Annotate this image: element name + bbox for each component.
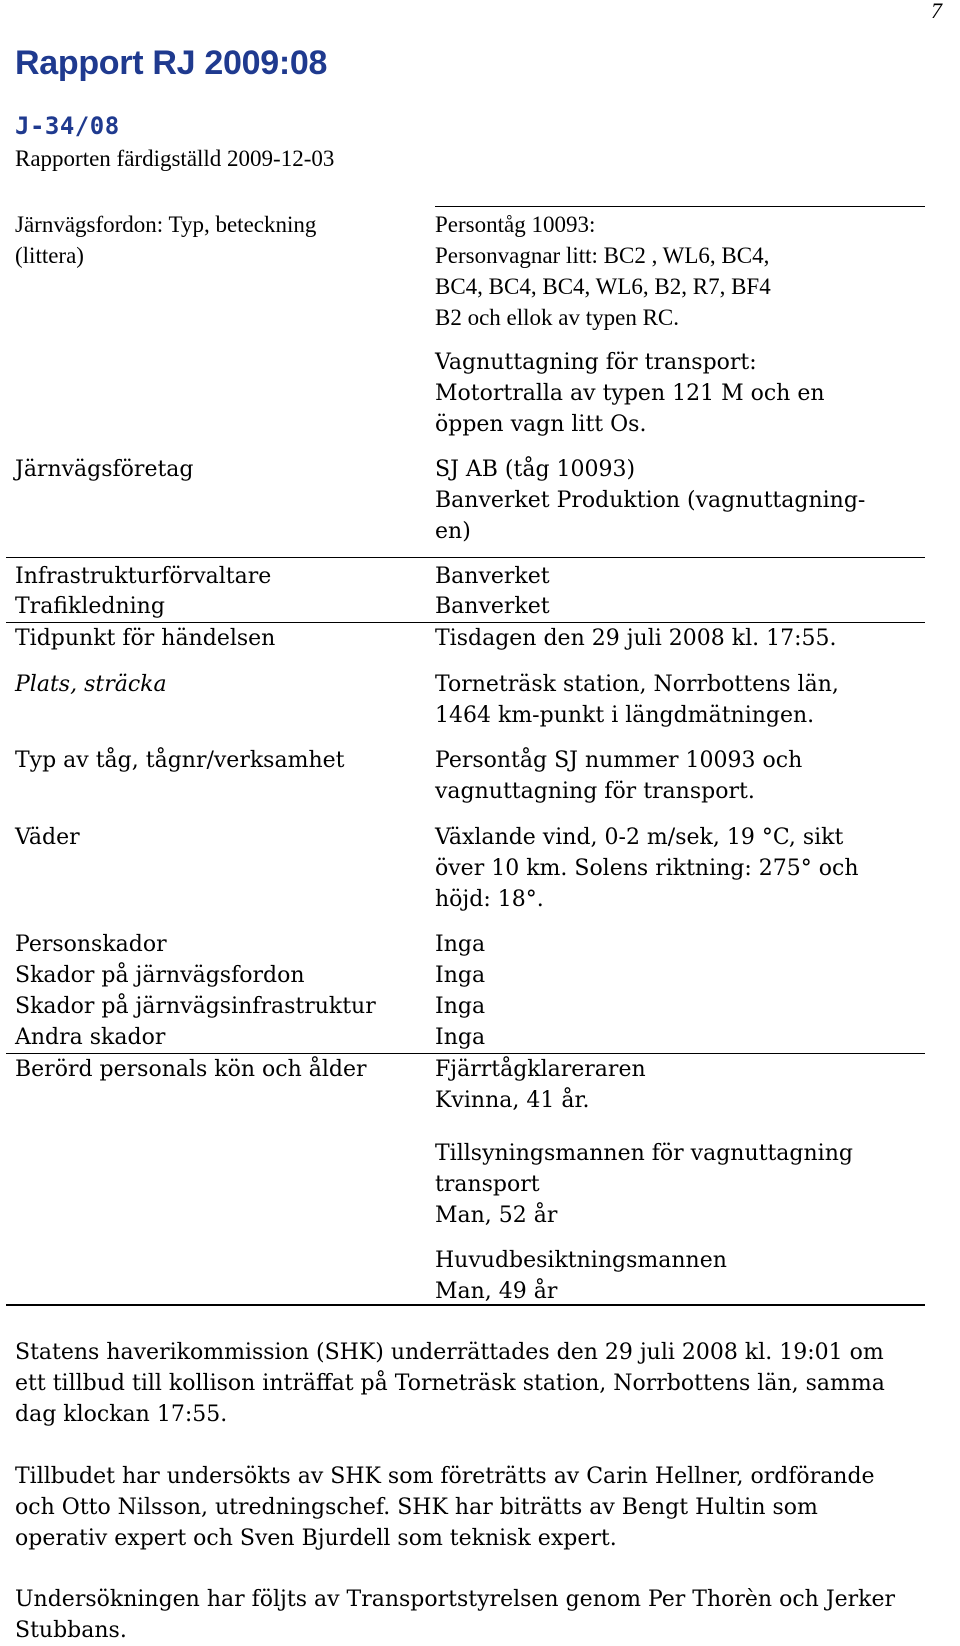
- value-traffic-control: Banverket: [435, 594, 550, 619]
- value-infra-damage: Inga: [435, 994, 486, 1019]
- value-event-time: Tisdagen den 29 juli 2008 kl. 17:55.: [435, 626, 837, 651]
- label-event-time: Tidpunkt för händelsen: [15, 626, 276, 651]
- case-number: J-34/08: [15, 112, 120, 140]
- paragraph-investigators: Tillbudet har undersökts av SHK som företrätts av Carin Hellner, ordförande och Otto Nilsson, utredningschef. SHK har biträtts av Bengt Hultin som operativ expert och Sven Bjurdell som teknisk expert.: [15, 1464, 875, 1551]
- value-vehicle-damage: Inga: [435, 963, 486, 988]
- rule-infra: [6, 557, 925, 558]
- label-vehicle-damage: Skador på järnvägsfordon: [15, 963, 305, 988]
- page-number: 7: [931, 0, 942, 23]
- value-vehicle: Persontåg 10093: Personvagnar litt: BC2 , WL6, BC4, BC4, BC4, BC4, WL6, B2, R7, BF4 B2 och ellok av typen RC.: [435, 212, 771, 330]
- value-operator: SJ AB (tåg 10093) Banverket Produktion (vagnuttagning- en): [435, 457, 866, 544]
- value-staff-supervisor: Tillsyningsmannen för vagnuttagning transport Man, 52 år: [435, 1141, 853, 1228]
- label-place: Plats, sträcka: [15, 672, 167, 697]
- label-infra-damage: Skador på järnvägsinfrastruktur: [15, 994, 376, 1019]
- label-weather: Väder: [15, 825, 80, 850]
- paragraph-followed-by: Undersökningen har följts av Transportstyrelsen genom Per Thorèn och Jerker Stubbans.: [15, 1587, 896, 1643]
- value-injuries: Inga: [435, 932, 486, 957]
- value-infra-manager: Banverket: [435, 564, 550, 589]
- label-injuries: Personskador: [15, 932, 167, 957]
- label-other-damage: Andra skador: [15, 1025, 166, 1050]
- value-staff-inspector: Huvudbesiktningsmannen Man, 49 år: [435, 1248, 727, 1304]
- value-train-type: Persontåg SJ nummer 10093 och vagnuttagning för transport.: [435, 748, 803, 804]
- table-top-rule: [435, 206, 925, 207]
- label-operator: Järnvägsföretag: [15, 457, 194, 482]
- label-infra-manager: Infrastrukturförvaltare: [15, 564, 272, 589]
- label-staff: Berörd personals kön och ålder: [15, 1057, 367, 1082]
- value-place: Torneträsk station, Norrbottens län, 1464 km-punkt i längdmätningen.: [435, 672, 839, 728]
- report-title: Rapport RJ 2009:08: [15, 44, 328, 82]
- table-bottom-rule: [6, 1304, 925, 1306]
- label-vehicle: Järnvägsfordon: Typ, beteckning (littera): [15, 212, 317, 268]
- value-vehicle-transport: Vagnuttagning för transport: Motortralla av typen 121 M och en öppen vagn litt Os.: [435, 350, 825, 437]
- completion-date: Rapporten färdigställd 2009-12-03: [15, 146, 335, 171]
- label-train-type: Typ av tåg, tågnr/verksamhet: [15, 748, 345, 773]
- paragraph-notification: Statens haverikommission (SHK) underrättades den 29 juli 2008 kl. 19:01 om ett tillbud till kollison inträffat på Torneträsk station, Norrbottens län, samma dag klockan 17:55.: [15, 1340, 885, 1427]
- value-other-damage: Inga: [435, 1025, 486, 1050]
- value-staff-dispatcher: Fjärrtågklareraren Kvinna, 41 år.: [435, 1057, 646, 1113]
- label-traffic-control: Trafikledning: [15, 594, 165, 619]
- value-weather: Växlande vind, 0-2 m/sek, 19 °C, sikt över 10 km. Solens riktning: 275° och höjd: 18°.: [435, 825, 859, 912]
